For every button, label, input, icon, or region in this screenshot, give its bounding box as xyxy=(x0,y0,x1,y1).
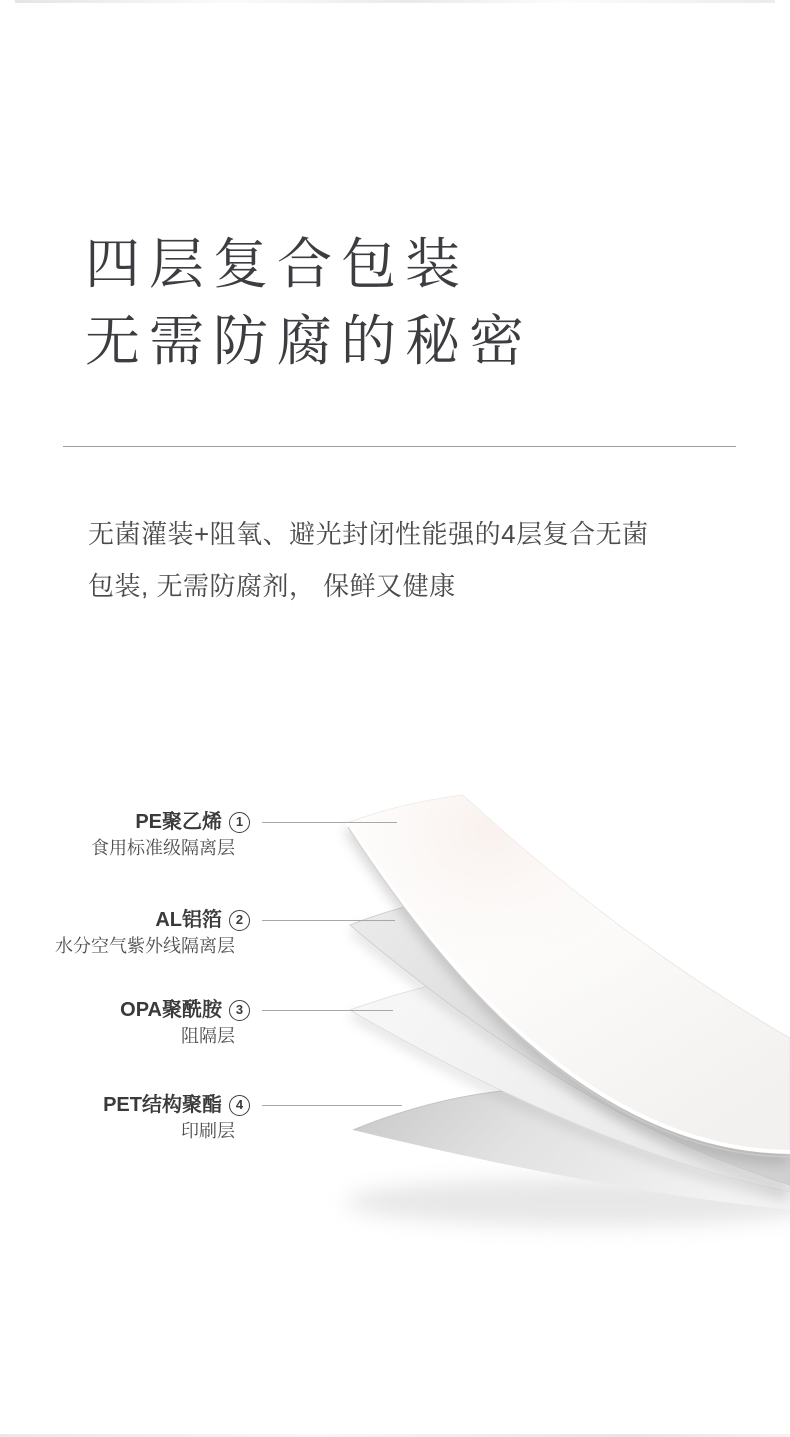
layer-name: PET结构聚酯 xyxy=(103,1094,222,1116)
layer-label-pe xyxy=(91,809,250,861)
layer-number-badge xyxy=(229,1000,250,1021)
layer-name: OPA聚酰胺 xyxy=(120,999,222,1021)
layer-name-row xyxy=(91,809,250,835)
layer-label-opa xyxy=(120,997,250,1049)
title-divider xyxy=(63,446,736,447)
leader-line-2 xyxy=(262,920,395,921)
leader-line-1 xyxy=(262,822,397,823)
section-title xyxy=(85,226,533,380)
layer-desc: 印刷层 xyxy=(181,1121,235,1141)
layer-number-badge xyxy=(229,812,250,833)
layer-number: 4 xyxy=(235,1097,244,1112)
section-description: 无菌灌装+阻氧、避光封闭性能强的4层复合无菌包装, 无需防腐剂， 保鲜又健康 xyxy=(88,519,649,601)
layer-desc: 阻隔层 xyxy=(181,1026,235,1046)
layer-number: 3 xyxy=(235,1002,244,1017)
layer-label-pet xyxy=(103,1092,250,1144)
layer-name-row xyxy=(103,1092,250,1118)
layer-number-badge xyxy=(229,1095,250,1116)
title-line-2: 无需防腐的秘密 xyxy=(85,310,534,372)
layer-name-row xyxy=(120,997,250,1023)
layer-name: PE聚乙烯 xyxy=(135,811,222,833)
previous-section-edge xyxy=(15,0,775,3)
title-line-1: 四层复合包装 xyxy=(85,233,470,295)
layer-number-badge xyxy=(229,910,250,931)
layer-label-al xyxy=(55,907,250,959)
layer-number: 2 xyxy=(235,912,244,927)
layer-desc: 水分空气紫外线隔离层 xyxy=(55,936,235,956)
layer-number: 1 xyxy=(235,814,244,829)
leader-line-4 xyxy=(262,1105,402,1106)
leader-line-3 xyxy=(262,1010,393,1011)
layer-desc: 食用标准级隔离层 xyxy=(91,838,235,858)
layer-name-row xyxy=(55,907,250,933)
layer-name: AL铝箔 xyxy=(155,909,222,931)
